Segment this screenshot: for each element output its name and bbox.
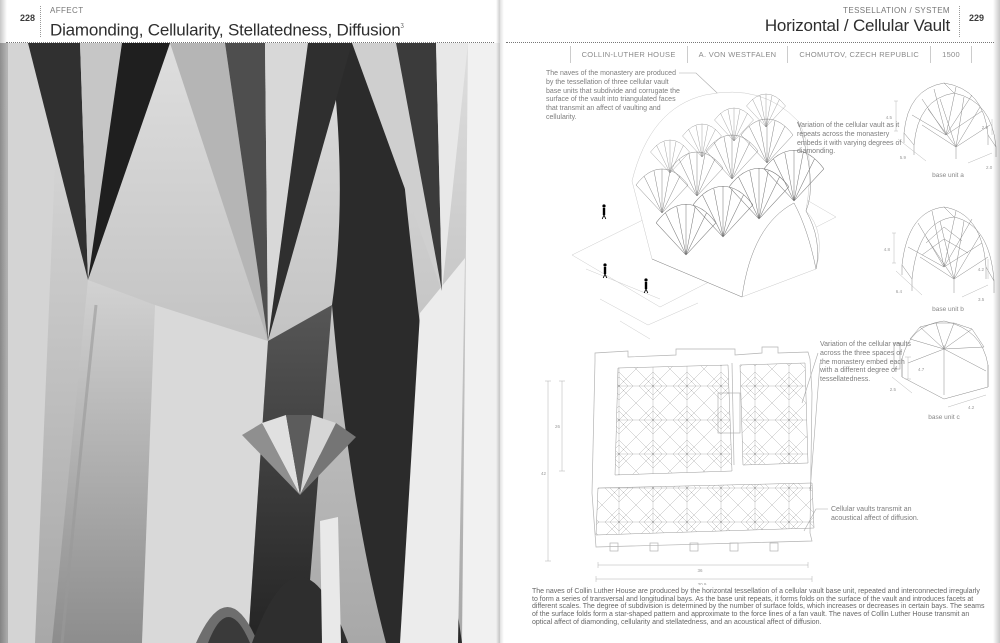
dim-label: 4.5 [885,115,892,120]
base-unit-label: base unit b [932,306,964,313]
plan-width-inner-label: 36 [697,568,703,573]
person-icon [602,204,606,219]
base-unit-label: base unit a [932,172,964,179]
dim-label: 2.9 [981,125,988,130]
project-name: COLLIN-LUTHER HOUSE [570,46,687,63]
book-spine [496,0,504,643]
dim-label: 2.0 [986,165,993,170]
right-page-header [765,6,950,36]
base-unit-b-drawing [884,207,994,313]
page-number-right: 229 [968,13,984,23]
plan-drawing [541,347,814,585]
dim-label: 2.5 [889,387,896,392]
cellular-vault-photo [0,43,500,643]
system-title: Horizontal / Cellular Vault [764,16,950,35]
page-number-left: 228 [20,13,36,23]
page-caption: The naves of Collin Luther House are produced by the horizontal tessellation of a cellular vault base unit, repeated and interconnected irregularly to form a series of transversal and longitudinal bays. As the base unit repeats, it forms folds on the surface of the vault and introduces facets at different scales. The degree of subdivision is determined by the number of surface folds, which increases or decreases in certain bays. The seams of the surface folds form a star-shaped pattern and approximate to the force lines of a fan vault. The naves of Collin Luther House transmit an optical affect of diamonding, cellularity and stellatedness, and an acoustical affect of diffusion. [532,588,985,626]
chapter-label: AFFECT [50,6,84,15]
plan-height-outer-label: 42 [540,471,546,476]
dim-label: 4.7 [918,367,925,372]
left-page-header [50,6,404,41]
header-divider-right [959,6,960,37]
page-edge-left [0,0,7,643]
section-label: TESSELLATION / SYSTEM [843,6,950,15]
dim-label: 4.8 [883,247,890,252]
page-title: Diamonding, Cellularity, Stellatedness, Diffusion$^ᶾ$ [50,20,404,40]
architect-name: A. VON WESTFALEN [687,46,788,63]
dim-label: 4.2 [977,267,984,272]
project-year: 1500 [930,46,972,63]
annotation-acoustic: Cellular vaults transmit an acoustical affect of diffusion. [831,506,919,522]
project-info-bar [570,46,972,63]
page-edge-right [993,0,1000,643]
project-location: CHOMUTOV, CZECH REPUBLIC [787,46,930,63]
annotation-naves: The naves of the monastery are produced by the tessellation of three cellular vault base units that subdivide and corrugate the surface of the vault into triangulated faces that transmit an affect of vaulting and cellularity. [546,70,680,122]
dim-label: 4.2 [968,405,975,410]
plan-height-inner-label: 26 [554,424,560,429]
header-rule-right [506,42,994,43]
person-icon [644,278,648,293]
ear-icon: ᶾ [400,21,404,31]
right-page [500,0,1000,643]
annotation-variation-vaults: Variation of the cellular vaults across the three spaces of the monastery embed each with a different degree of tessellatedness. [820,341,911,384]
annotation-variation-vault: Variation of the cellular vault as it repeats across the monastery embeds it with varying degrees of diamonding. [797,122,902,156]
person-icon [603,263,607,278]
header-divider-left [40,6,41,37]
dim-label: 3.5 [978,297,985,302]
plan-width-outer-label: 30.9 [697,582,707,585]
base-unit-label: base unit c [928,414,960,421]
dim-label: 5.9 [899,155,906,160]
dim-label: 6.4 [895,289,902,294]
